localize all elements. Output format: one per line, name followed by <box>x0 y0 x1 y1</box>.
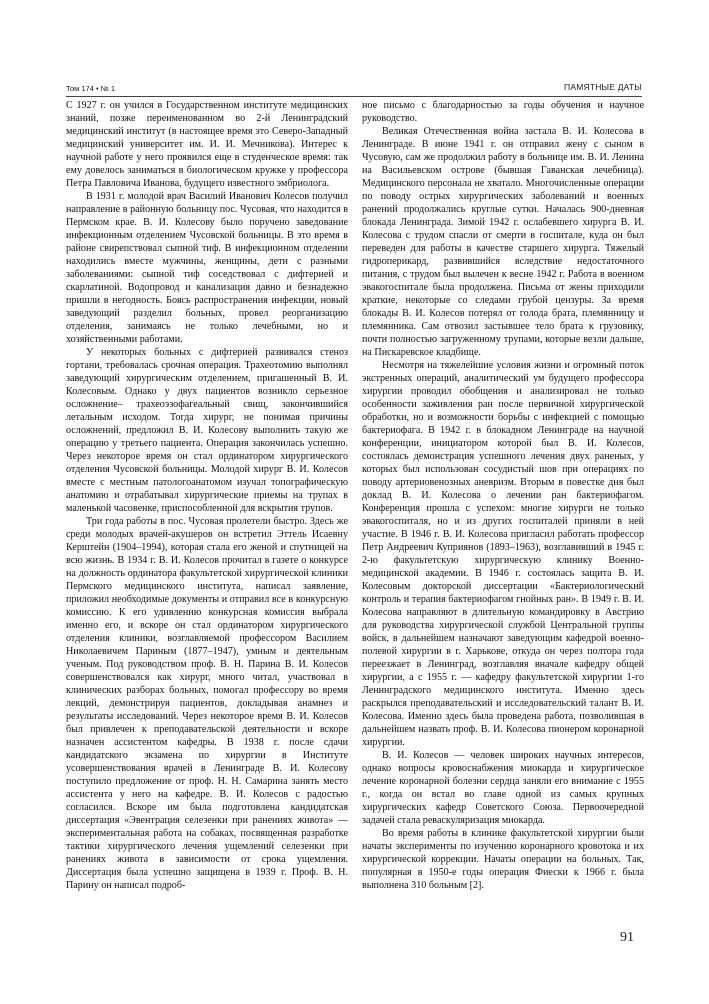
paragraph: С 1927 г. он учился в Государственном институте медицинских знаний, позже переименованном во 2-й Ленинградский медицинский институт (в настоящее время это Северо-Западный медицинский университет им. И. И. Мечникова). Интерес к научной работе у него проявился еще в студенческое время: так ему довелось заниматься в биологическом кружке у профессора Петра Павловича Иванова, будущего известного эмбриолога. <box>66 100 348 189</box>
paragraph: В 1931 г. молодой врач Василий Иванович Колесов получил направление в районную больницу пос. Чусовая, что находится в Пермском крае. В. И. Колесову было поручено заведование инфекционным отделением Чусовской больницы. В это время в районе свирепствовал сыпной тиф. В инфекционном отделении находились вместе мужчины, женщины, дети с разными заболеваниями: сыпной тиф соседствовал с дифтерией и скарлатиной. Водопровод и канализация давно и безнадежно пришли в негодность. Боясь распространения инфекции, новый заведующий разделил больных, провел реорганизацию отделения, занимаясь не только лечебными, но и хозяйственными работами. <box>66 191 348 345</box>
paragraph: Во время работы в клинике факультетской хирургии были начаты эксперименты по изучению коронарного кровотока и их хирургической коррекции. Начаты операции на больных. Так, популярная в 1950-е годы операция Фиески к 1966 г. была выполнена 310 больным [2]. <box>362 828 644 891</box>
section-title: ПАМЯТНЫЕ ДАТЫ <box>564 82 642 92</box>
running-header <box>66 81 642 95</box>
paragraph: Несмотря на тяжелейшие условия жизни и огромный поток экстренных операций, аналитический ум будущего профессора хирургии проводил обобщения и анализировал не только особенности заживления ран после первичной хирургической обработки, но и возможности борьбы с инфекцией с помощью бактериофага. В 1942 г. в блокадном Ленинграде на научной конференции, инициатором которой был В. И. Колесов, состоялась демонстрация успешного лечения двух раненых, у которых был использован сосудистый шов при операциях по поводу артериовенозных аневризм. Вторым в повестке дня был доклад В. И. Колесова о лечении ран бактериофагом. Конференция прошла с успехом: многие хирурги не только эвакогоспиталя, но и из других госпиталей приняли в ней участие. В 1946 г. В. И. Колесова пригласил работать профессор Петр Андреевич Куприянов (1893–1963), возглавивший в 1945 г. 2-ю факультетскую хирургическую клинику Военно-медицинской академии. В 1946 г. состоялась защита В. И. Колесовым докторской диссертации «Бактериологический контроль и терапия бактериофагом гнойных ран». В 1949 г. В. И. Колесова направляют в длительную командировку в Австрию для руководства хирургической службой Центральной группы войск, в дальнейшем назначают заведующим кафедрой военно-полевой хирургии в г. Харькове, откуда он через полтора года переезжает в Ленинград, возглавляя вначале кафедру общей хирургии, а с 1955 г. — кафедру факультетской хирургии 1-го Ленинградского медицинского института. Именно здесь раскрылся преподавательский и исследовательский талант В. И. Колесова. Именно здесь была проведена работа, позволившая в дальнейшем назвать проф. В. И. Колесова пионером коронарной хирургии. <box>362 360 644 748</box>
paragraph: Три года работы в пос. Чусовая пролетели быстро. Здесь же среди молодых врачей-акушеров он встретил Эттель Исаевну Керштейн (1904–1994), которая стала его женой и спутницей на всю жизнь. В 1934 г. В. И. Колесов прочитал в газете о конкурсе на должность ординатора факультетской хирургической клиники Пермского медицинского института, написал заявление, приложил необходимые документы и отправил все в конкурсную комиссию. К его удивлению конкурсная комиссия выбрала именно его, и вскоре он стал ординатором хирургического отделения клиники, возглавляемой профессором Василием Николаевичем Париным (1877–1947), умным и деятельным ученым. Под руководством проф. В. Н. Парина В. И. Колесов совершенствовался как хирург, много читал, участвовал в клинических разборах больных, помогал профессору во время лекций, демонстрируя пациентов, докладывая анамнез и результаты исследований. Через некоторое время В. И. Колесов был привлечен к преподавательской деятельности и вскоре назначен ассистентом кафедры. В 1938 г. после сдачи кандидатского экзамена по хирургии в Институте усовершенствования врачей в Ленинграде В. И. Колесову поступило предложение от проф. Н. Н. Самарина занять место ассистента у него на кафедре. В. И. Колесов с радостью согласился. Вскоре им была подготовлена кандидатская диссертация «Эвентрация селезенки при ранениях живота» — экспериментальная работа на собаках, посвященная разработке тактики хирургического лечения ущемлений селезенки при ранениях живота в зависимости от срока ущемления. Диссертация была успешно защищена в 1939 г. Проф. В. Н. Парину он написал подроб- <box>66 516 348 891</box>
page-number: 91 <box>620 930 634 945</box>
paragraph: У некоторых больных с дифтерией развивался стеноз гортани, требовалась срочная операция. Трахеотомию выполнял заведующий хирургическим отделением, пригашенный В. И. Колесовым. Однако у двух пациентов возникло серьезное осложнение– трахеоэзофагеальный свищ, закончившийся летальным исходом. Тогда хирург, не понимая причины осложнений, предложил В. И. Колесову выполнить такую же операцию у третьего пациента. Операция закончилась успешно. Через некоторое время он стал ординатором хирургического отделения Чусовской больницы. Молодой хирург В. И. Колесов вместе с местным патологоанатомом изучал топографическую анатомию и отрабатывал хирургические приемы на трупах в маленькой часовенке, приспособленной для вскрытия трупов. <box>66 347 348 514</box>
paragraph: ное письмо с благодарностью за годы обучения и научное руководство. <box>362 100 644 124</box>
header-rule <box>66 96 642 97</box>
right-column <box>362 99 644 892</box>
journal-volume: Том 174 • № 1 <box>66 84 116 93</box>
paragraph: В. И. Колесов — человек широких научных интересов, однако вопросы кровоснабжения миокарда и хирургическое лечение коронарной болезни сердца заняли его внимание с 1955 г., когда он встал во главе одной из самых крупных хирургических кафедр Советского Союза. Первоочередной задачей стала реваскуляризация миокарда. <box>362 750 644 826</box>
paragraph: Великая Отечественная война застала В. И. Колесова в Ленинграде. В июне 1941 г. он отправил жену с сыном в Чусовую, сам же продолжил работу в больнице им. В. И. Ленина на Васильевском острове (бывшая Гаванская лечебница). Медицинского персонала не хватало. Многочисленные операции по поводу острых хирургических заболеваний и военных ранений продолжались круглые сутки. Началась 900-дневная блокада Ленинграда. Зимой 1942 г. ослабевшего хирурга В. И. Колесова с трудом спасли от смерти в госпитале, куда он был переведен для работы в качестве старшего хирурга. Тяжелый гидроперикард, развившийся вследствие недостаточного питания, с трудом был вылечен к весне 1942 г. Работа в военном эвакогоспитале была продолжена. Письма от жены приходили краткие, некоторые со следами грубой цензуры. За время блокады В. И. Колесов потерял от голода брата, племянницу и племянника. Сам отвозил застывшее тело брата к грузовику, почти полностью загруженному трупами, которые везли дальше, на Пискаревское кладбище. <box>362 126 644 358</box>
left-column <box>66 99 348 892</box>
